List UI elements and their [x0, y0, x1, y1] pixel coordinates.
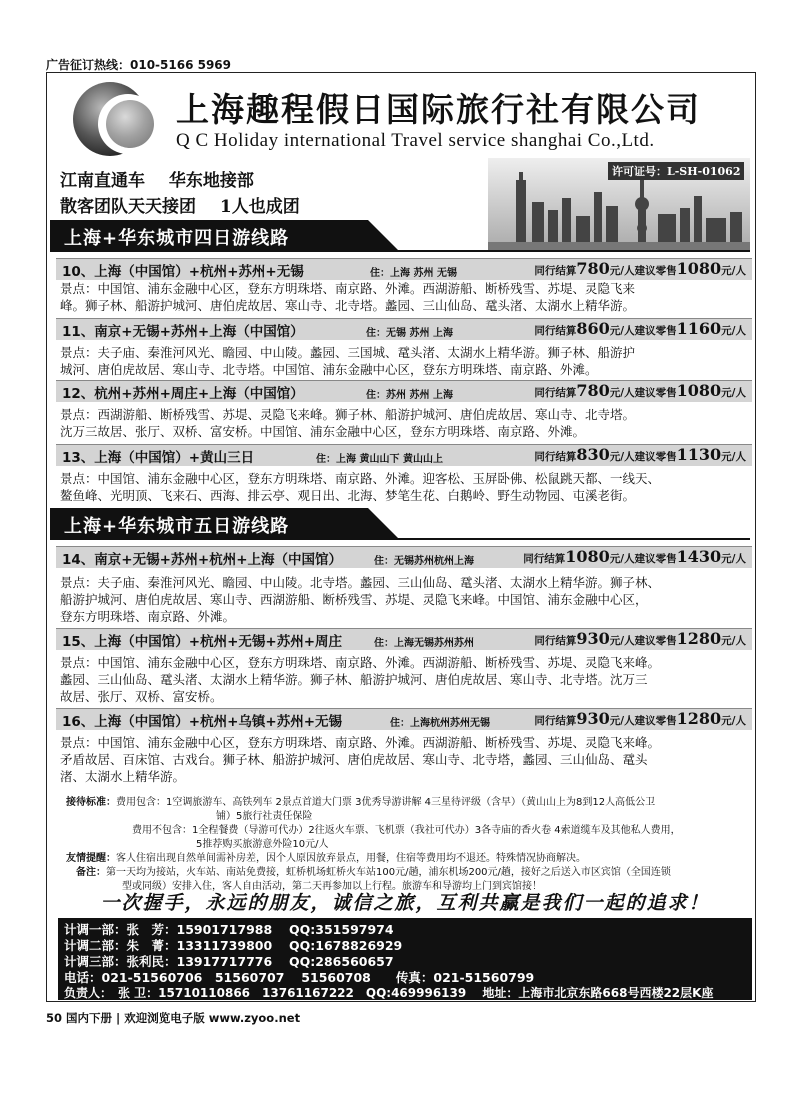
wholesale-price: 830: [576, 445, 610, 464]
notes-standard-label: 接待标准：: [66, 797, 116, 808]
slogan-line-1: 江南直通车 华东地接部: [60, 171, 254, 191]
route-name: 15、上海（中国馆）+杭州+无锡+苏州+周庄: [62, 634, 343, 650]
route-attractions: 景点：夫子庙、秦淮河风光、瞻园、中山陵。北寺塔。蠡园、三山仙岛、鼋头渚、太湖水上精华游。狮子林、 船游护城河、唐伯虎故居、寒山寺、西湖游船、断桥残雪、苏堤、灵隐飞来峰。中国馆、浦东金融中心区， 登东方明珠塔、南京路、外滩。: [60, 575, 661, 624]
route-name: 13、上海（中国馆）+黄山三日: [62, 450, 255, 466]
contact-panel: [58, 918, 752, 1000]
route-price: 同行结算930元/人建议零售1280元/人: [534, 629, 746, 648]
route-stay: 住：上海无锡苏州苏州: [374, 638, 474, 649]
route-attractions: 景点：西湖游船、断桥残雪、苏堤、灵隐飞来峰。狮子林、船游护城河、唐伯虎故居、寒山寺、北寺塔。 沈万三故居、张厅、双桥、富安桥。中国馆、浦东金融中心区，登东方明珠塔、南京路、外滩。: [60, 407, 636, 439]
route-name: 10、上海（中国馆）+杭州+苏州+无锡: [62, 264, 304, 280]
section-rule: [50, 538, 750, 540]
route-name: 11、南京+无锡+苏州+上海（中国馆）: [62, 324, 304, 340]
wholesale-price: 1080: [565, 547, 610, 566]
route-stay: 住：上海 黄山山下 黄山山上: [316, 454, 443, 465]
route-attractions: 景点：夫子庙、秦淮河风光、瞻园、中山陵。蠡园、三国城、鼋头渚、太湖水上精华游。狮子林、船游护 城河、唐伯虎故居、寒山寺、北寺塔。中国馆、浦东金融中心区，登东方明珠塔、南京路、外滩。: [60, 345, 636, 377]
section-rule: [50, 250, 750, 252]
wholesale-price: 780: [576, 259, 610, 278]
route-price: 同行结算780元/人建议零售1080元/人: [534, 381, 746, 400]
route-price: 同行结算860元/人建议零售1160元/人: [534, 319, 746, 338]
license-number: 许可证号：L-SH-01062: [608, 162, 744, 180]
company-name-cn: 上海趣程假日国际旅行社有限公司: [176, 90, 701, 129]
slogan-line-2: 散客团队天天接团 1人也成团: [60, 197, 300, 217]
route-header: [56, 258, 752, 280]
route-header: [56, 708, 752, 730]
route-stay: 住：苏州 苏州 上海: [366, 390, 453, 401]
route-header: [56, 380, 752, 402]
retail-price: 1080: [676, 259, 722, 278]
wholesale-price: 780: [576, 381, 610, 400]
page-footer: 50 国内下册 | 欢迎浏览电子版 www.zyoo.net: [46, 1011, 301, 1025]
contact-dept-2: 计调二部：朱 菁：13311739800 QQ:1678826929: [64, 938, 403, 953]
route-stay: 住：上海 苏州 无锡: [370, 268, 457, 279]
company-name-en: Q C Holiday international Travel service shanghai Co.,Ltd.: [176, 130, 655, 151]
route-header: [56, 444, 752, 466]
section-title-4day: 上海+华东城市四日游线路: [64, 228, 290, 249]
company-motto: 一次握手，永远的朋友，诚信之旅，互利共赢是我们一起的追求！: [100, 892, 710, 914]
retail-price: 1430: [676, 547, 722, 566]
contact-dept-3: 计调三部：张利民：13917717776 QQ:286560657: [64, 954, 394, 969]
route-name: 16、上海（中国馆）+杭州+乌镇+苏州+无锡: [62, 714, 343, 730]
company-logo: [60, 80, 168, 158]
route-header: [56, 318, 752, 340]
route-attractions: 景点：中国馆、浦东金融中心区，登东方明珠塔、南京路、外滩。迎客松、玉屏卧佛、松鼠跳天都、一线天、 鳌鱼峰、光明顶、飞来石、西海、排云亭、观日出、北海、梦笔生花、白鹅岭、野生动物园、屯溪老街。: [60, 471, 661, 503]
section-title-5day: 上海+华东城市五日游线路: [64, 516, 290, 537]
retail-price: 1130: [676, 445, 722, 464]
route-stay: 住：无锡 苏州 上海: [366, 328, 453, 339]
wholesale-price: 860: [576, 319, 610, 338]
hotline: 广告征订热线：010-5166 5969: [46, 58, 232, 72]
service-notes: 接待标准：费用包含：1空调旅游车、高铁列车 2景点首道大门票 3优秀导游讲解 4三星待评级（含早）（黄山山上为8到12人高低公卫 铺）5旅行社责任保险 费用不包含：1全程餐费（导游可代办）2往返火车票、飞机票（我社可代办）3各寺庙的香火卷 4索道缆车及其他私人费用， 5推荐购买旅游意外险10元/人 友情提醒：客人住宿出现自然单间需补房差，因个人原因放弃景点，用餐，住宿等费用均不退还。特殊情况协商解决。 备注：第一天均为接站，火车站、南站免费接，虹桥机场虹桥火车站100元/趟，浦东机场200元/趟，接好之后送入市区宾馆（全国连锁 型或同级）安排入住，客人自由活动，第二天再参加以上行程。旅游车和导游均上门到宾馆接！: [66, 797, 681, 892]
wholesale-price: 930: [576, 709, 610, 728]
contact-manager-address: 负责人： 张 卫：15710110866 13761167222 QQ:469996139 地址：上海市北京东路668号西楼22层K座: [64, 986, 714, 1000]
retail-price: 1160: [676, 319, 722, 338]
retail-price: 1280: [676, 629, 722, 648]
route-attractions: 景点：中国馆、浦东金融中心区，登东方明珠塔、南京路、外滩。西湖游船、断桥残雪、苏堤、灵隐飞来峰。 矛盾故居、百床馆、古戏台。狮子林、船游护城河、唐伯虎故居、寒山寺、北寺塔，蠡园、三山仙岛、鼋头 渚、太湖水上精华游。: [60, 735, 661, 784]
notes-tip-label: 友情提醒：: [66, 853, 116, 864]
retail-price: 1080: [676, 381, 722, 400]
route-header: [56, 628, 752, 650]
route-price: 同行结算780元/人建议零售1080元/人: [534, 259, 746, 278]
route-price: 同行结算1080元/人建议零售1430元/人: [523, 547, 746, 566]
route-stay: 住：无锡苏州杭州上海: [374, 556, 474, 567]
route-attractions: 景点：中国馆、浦东金融中心区，登东方明珠塔、南京路、外滩。西湖游船、断桥残雪、苏堤、灵隐飞来 峰。狮子林、船游护城河、唐伯虎故居、寒山寺、北寺塔。蠡园、三山仙岛、鼋头渚、太湖水上精华游。: [60, 281, 636, 313]
route-price: 同行结算830元/人建议零售1130元/人: [534, 445, 746, 464]
wholesale-price: 930: [576, 629, 610, 648]
route-stay: 住：上海杭州苏州无锡: [390, 718, 490, 729]
route-attractions: 景点：中国馆、浦东金融中心区，登东方明珠塔、南京路、外滩。西湖游船、断桥残雪、苏堤、灵隐飞来峰。 蠡园、三山仙岛、鼋头渚、太湖水上精华游。狮子林、船游护城河、唐伯虎故居、寒山寺、北寺塔。沈万三 故居、张厅、双桥、富安桥。: [60, 655, 661, 704]
contact-phone-fax: 电话：021-51560706 51560707 51560708 传真：021-51560799: [64, 970, 535, 985]
notes-remark-label: 备注：: [76, 867, 106, 878]
route-name: 12、杭州+苏州+周庄+上海（中国馆）: [62, 386, 304, 402]
route-name: 14、南京+无锡+苏州+杭州+上海（中国馆）: [62, 552, 343, 568]
route-header: [56, 546, 752, 568]
retail-price: 1280: [676, 709, 722, 728]
route-price: 同行结算930元/人建议零售1280元/人: [534, 709, 746, 728]
contact-dept-1: 计调一部：张 芳：15901717988 QQ:351597974: [64, 922, 394, 937]
